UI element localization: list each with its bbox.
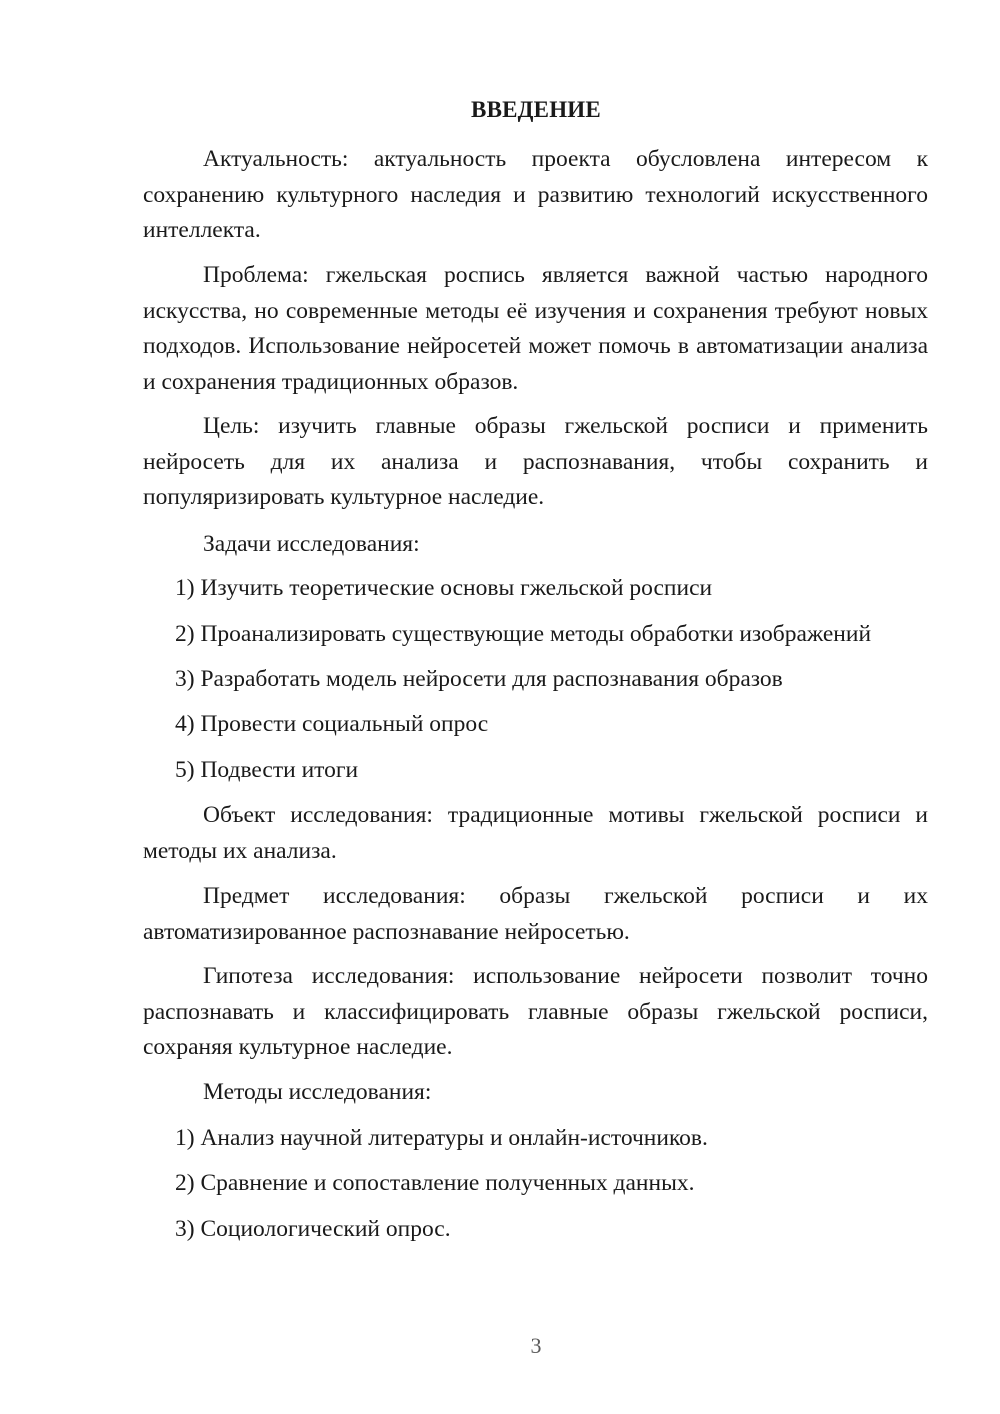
paragraph-relevance: Актуальность: актуальность проекта обусловлена интересом к сохранению культурного наследия и развитию технологий искусственного интеллекта. <box>143 146 928 243</box>
task-item: 5) Подвести итоги <box>175 757 359 783</box>
task-item: 3) Разработать модель нейросети для распознавания образов <box>175 666 783 692</box>
page-number: 3 <box>530 1333 542 1358</box>
paragraph-hypothesis: Гипотеза исследования: использование нейросети позволит точно распознавать и классифицировать главные образы гжельской росписи, сохраняя культурное наследие. <box>143 963 928 1060</box>
tasks-heading: Задачи исследования: <box>203 531 420 557</box>
task-item: 4) Провести социальный опрос <box>175 711 489 737</box>
methods-heading: Методы исследования: <box>203 1079 432 1105</box>
method-item: 2) Сравнение и сопоставление полученных данных. <box>175 1170 695 1196</box>
paragraph-goal: Цель: изучить главные образы гжельской росписи и применить нейросеть для их анализа и распознавания, чтобы сохранить и популяризировать культурное наследие. <box>143 413 928 510</box>
page-title: ВВЕДЕНИЕ <box>471 97 601 122</box>
paragraph-problem: Проблема: гжельская роспись является важной частью народного искусства, но современные методы её изучения и сохранения требуют новых подходов. Использование нейросетей может помочь в автоматизации анализа и сохранения традиционных образов. <box>143 262 928 395</box>
method-item: 3) Социологический опрос. <box>175 1216 451 1242</box>
task-item: 2) Проанализировать существующие методы обработки изображений <box>175 621 872 647</box>
paragraph-subject: Предмет исследования: образы гжельской росписи и их автоматизированное распознавание нейросетью. <box>143 883 928 945</box>
paragraph-object: Объект исследования: традиционные мотивы гжельской росписи и методы их анализа. <box>143 802 928 864</box>
task-item: 1) Изучить теоретические основы гжельской росписи <box>175 575 713 601</box>
method-item: 1) Анализ научной литературы и онлайн-источников. <box>175 1125 708 1151</box>
